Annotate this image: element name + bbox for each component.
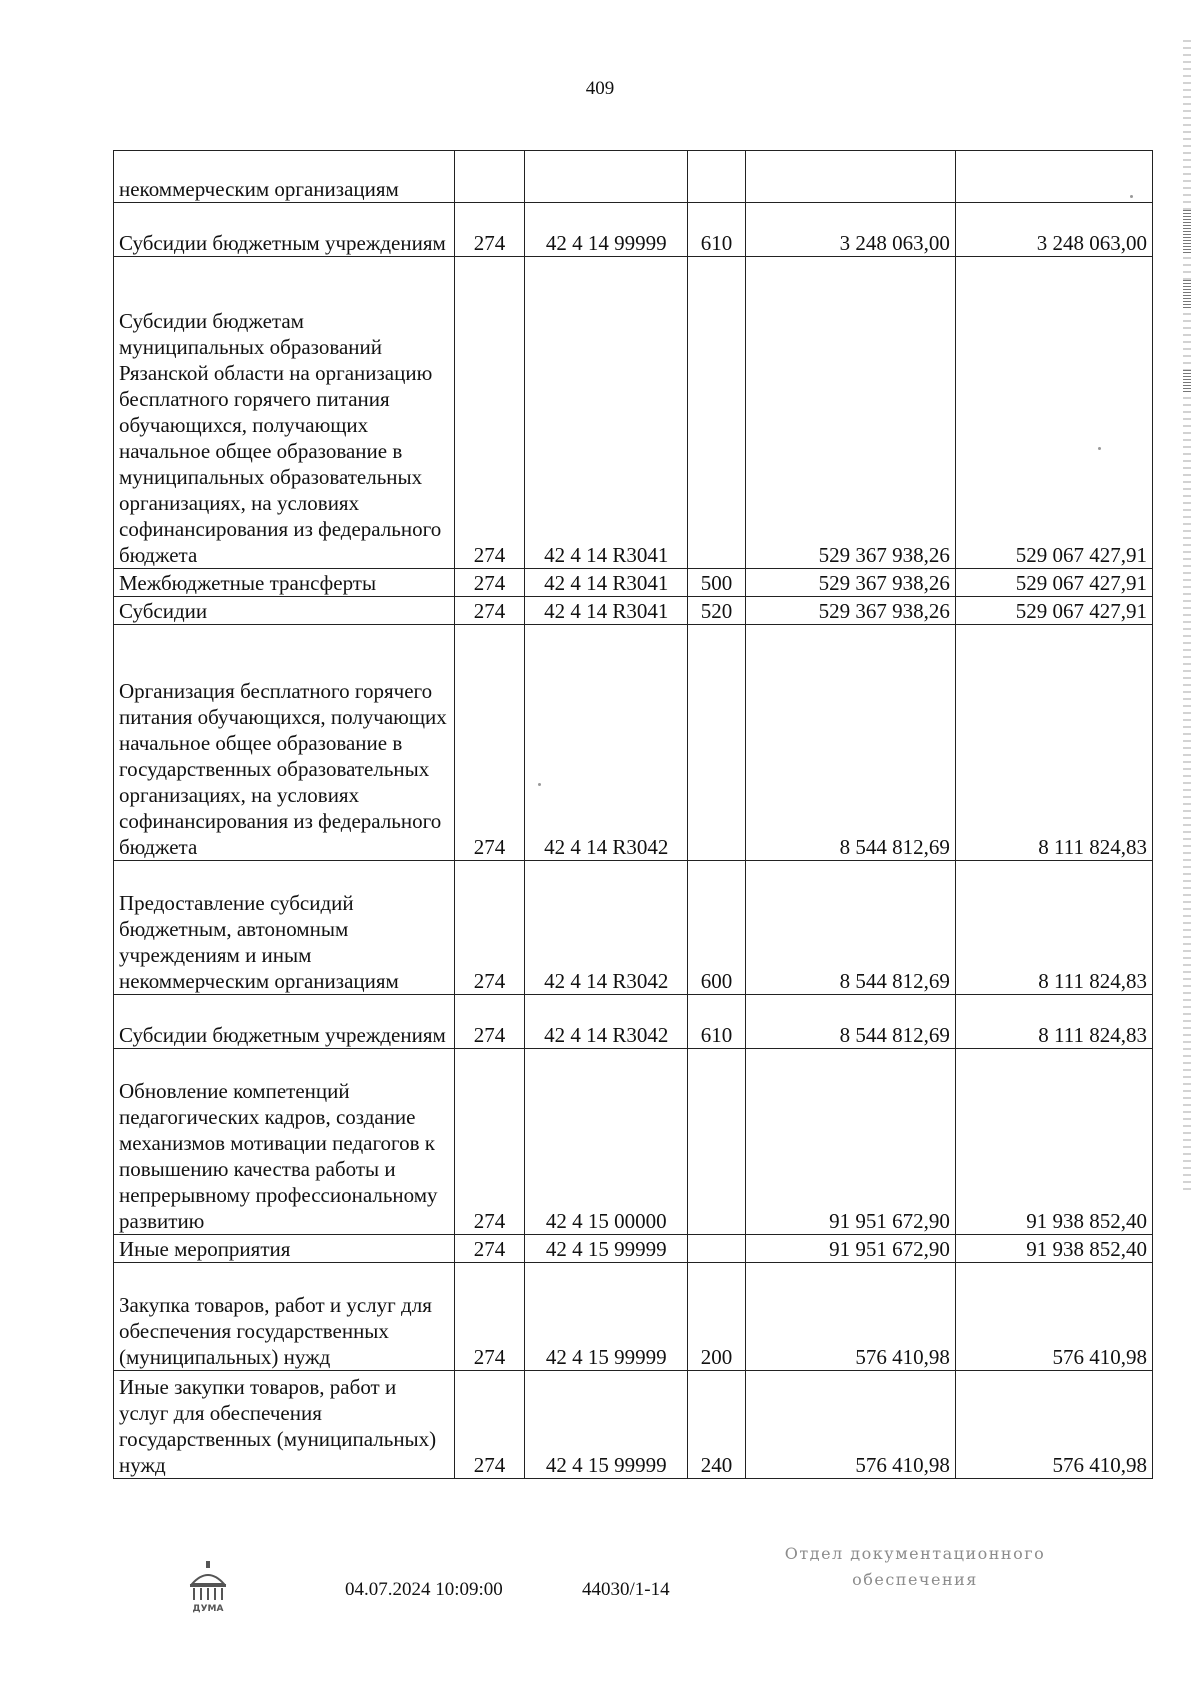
row-code: 274 <box>454 861 525 995</box>
row-sum-1: 8 544 812,69 <box>745 625 955 861</box>
table-row <box>114 861 1153 995</box>
row-name: Межбюджетные трансферты <box>114 569 455 597</box>
row-vr: 520 <box>688 597 746 625</box>
stamp-line-1: Отдел документационного <box>784 1544 1046 1563</box>
row-vr: 610 <box>688 203 746 257</box>
row-sum-1: 576 410,98 <box>745 1263 955 1371</box>
row-code: 274 <box>454 1049 525 1235</box>
table-row <box>114 1371 1153 1479</box>
row-csr: 42 4 14 R3041 <box>525 569 688 597</box>
row-csr <box>525 151 688 203</box>
table-row <box>114 569 1153 597</box>
row-sum-2: 3 248 063,00 <box>955 203 1152 257</box>
row-code <box>454 151 525 203</box>
row-sum-1: 529 367 938,26 <box>745 569 955 597</box>
row-vr <box>688 1235 746 1263</box>
row-csr: 42 4 14 R3042 <box>525 625 688 861</box>
row-csr: 42 4 14 R3042 <box>525 995 688 1049</box>
row-csr: 42 4 14 R3042 <box>525 861 688 995</box>
row-csr: 42 4 14 R3041 <box>525 257 688 569</box>
scan-speck <box>1130 195 1133 198</box>
row-sum-2: 529 067 427,91 <box>955 257 1152 569</box>
row-code: 274 <box>454 1263 525 1371</box>
row-name: Субсидии бюджетным учреждениям <box>114 995 455 1049</box>
row-sum-2: 91 938 852,40 <box>955 1049 1152 1235</box>
scan-speck <box>538 783 541 786</box>
scan-speck <box>1098 447 1101 450</box>
table-row <box>114 1263 1153 1371</box>
table-row <box>114 625 1153 861</box>
row-sum-1: 3 248 063,00 <box>745 203 955 257</box>
row-sum-2: 576 410,98 <box>955 1371 1152 1479</box>
footer-datetime: 04.07.2024 10:09:00 <box>345 1579 503 1600</box>
row-sum-2: 529 067 427,91 <box>955 569 1152 597</box>
row-code: 274 <box>454 1235 525 1263</box>
row-sum-2: 8 111 824,83 <box>955 861 1152 995</box>
row-vr: 600 <box>688 861 746 995</box>
page-number: 409 <box>585 78 615 99</box>
row-sum-1: 529 367 938,26 <box>745 597 955 625</box>
row-sum-1: 576 410,98 <box>745 1371 955 1479</box>
row-name: Субсидии <box>114 597 455 625</box>
row-sum-2: 529 067 427,91 <box>955 597 1152 625</box>
budget-table <box>113 150 1153 1479</box>
row-vr <box>688 1049 746 1235</box>
row-code: 274 <box>454 569 525 597</box>
row-sum-2: 576 410,98 <box>955 1263 1152 1371</box>
row-csr: 42 4 15 99999 <box>525 1263 688 1371</box>
table-row <box>114 597 1153 625</box>
row-sum-2: 91 938 852,40 <box>955 1235 1152 1263</box>
row-sum-2 <box>955 151 1152 203</box>
row-vr <box>688 625 746 861</box>
row-sum-1: 91 951 672,90 <box>745 1235 955 1263</box>
footer-doc-number: 44030/1-14 <box>582 1579 670 1600</box>
stamp-line-2: обеспечения <box>852 1570 978 1589</box>
row-vr <box>688 151 746 203</box>
table-row <box>114 995 1153 1049</box>
row-sum-2: 8 111 824,83 <box>955 995 1152 1049</box>
row-csr: 42 4 15 00000 <box>525 1049 688 1235</box>
row-sum-1: 8 544 812,69 <box>745 995 955 1049</box>
row-code: 274 <box>454 625 525 861</box>
row-name: Субсидии бюджетным учреждениям <box>114 203 455 257</box>
table-row <box>114 1235 1153 1263</box>
row-sum-1: 91 951 672,90 <box>745 1049 955 1235</box>
row-sum-1: 529 367 938,26 <box>745 257 955 569</box>
row-sum-2: 8 111 824,83 <box>955 625 1152 861</box>
logo-text: ДУМА <box>192 1604 224 1614</box>
row-code: 274 <box>454 257 525 569</box>
table-row <box>114 203 1153 257</box>
row-vr: 610 <box>688 995 746 1049</box>
row-sum-1: 8 544 812,69 <box>745 861 955 995</box>
row-csr: 42 4 15 99999 <box>525 1235 688 1263</box>
table-row <box>114 257 1153 569</box>
row-csr: 42 4 15 99999 <box>525 1371 688 1479</box>
row-name: Субсидии бюджетам муниципальных образований Рязанской области на организацию бесплатного горячего питания обучающихся, получающих начальное общее образование в муниципальных образовательных организациях, на условиях софинансирования из федерального бюджета <box>114 257 455 569</box>
row-vr: 500 <box>688 569 746 597</box>
row-vr <box>688 257 746 569</box>
row-name: Закупка товаров, работ и услуг для обеспечения государственных (муниципальных) нужд <box>114 1263 455 1371</box>
row-code: 274 <box>454 597 525 625</box>
row-csr: 42 4 14 99999 <box>525 203 688 257</box>
row-name: Иные мероприятия <box>114 1235 455 1263</box>
row-name: Предоставление субсидий бюджетным, автономным учреждениям и иным некоммерческим организациям <box>114 861 455 995</box>
duma-logo <box>178 1560 238 1614</box>
row-vr: 240 <box>688 1371 746 1479</box>
table-row <box>114 1049 1153 1235</box>
row-sum-1 <box>745 151 955 203</box>
row-code: 274 <box>454 203 525 257</box>
row-name: некоммерческим организациям <box>114 151 455 203</box>
row-vr: 200 <box>688 1263 746 1371</box>
department-stamp <box>770 1541 1060 1593</box>
row-name: Обновление компетенций педагогических кадров, создание механизмов мотивации педагогов к повышению качества работы и непрерывному профессиональному развитию <box>114 1049 455 1235</box>
row-code: 274 <box>454 995 525 1049</box>
row-name: Организация бесплатного горячего питания обучающихся, получающих начальное общее образование в государственных образовательных организациях, на условиях софинансирования из федерального бюджета <box>114 625 455 861</box>
scan-edge-artifact <box>1183 40 1191 1190</box>
table-row <box>114 151 1153 203</box>
row-name: Иные закупки товаров, работ и услуг для обеспечения государственных (муниципальных) нужд <box>114 1371 455 1479</box>
row-code: 274 <box>454 1371 525 1479</box>
row-csr: 42 4 14 R3041 <box>525 597 688 625</box>
